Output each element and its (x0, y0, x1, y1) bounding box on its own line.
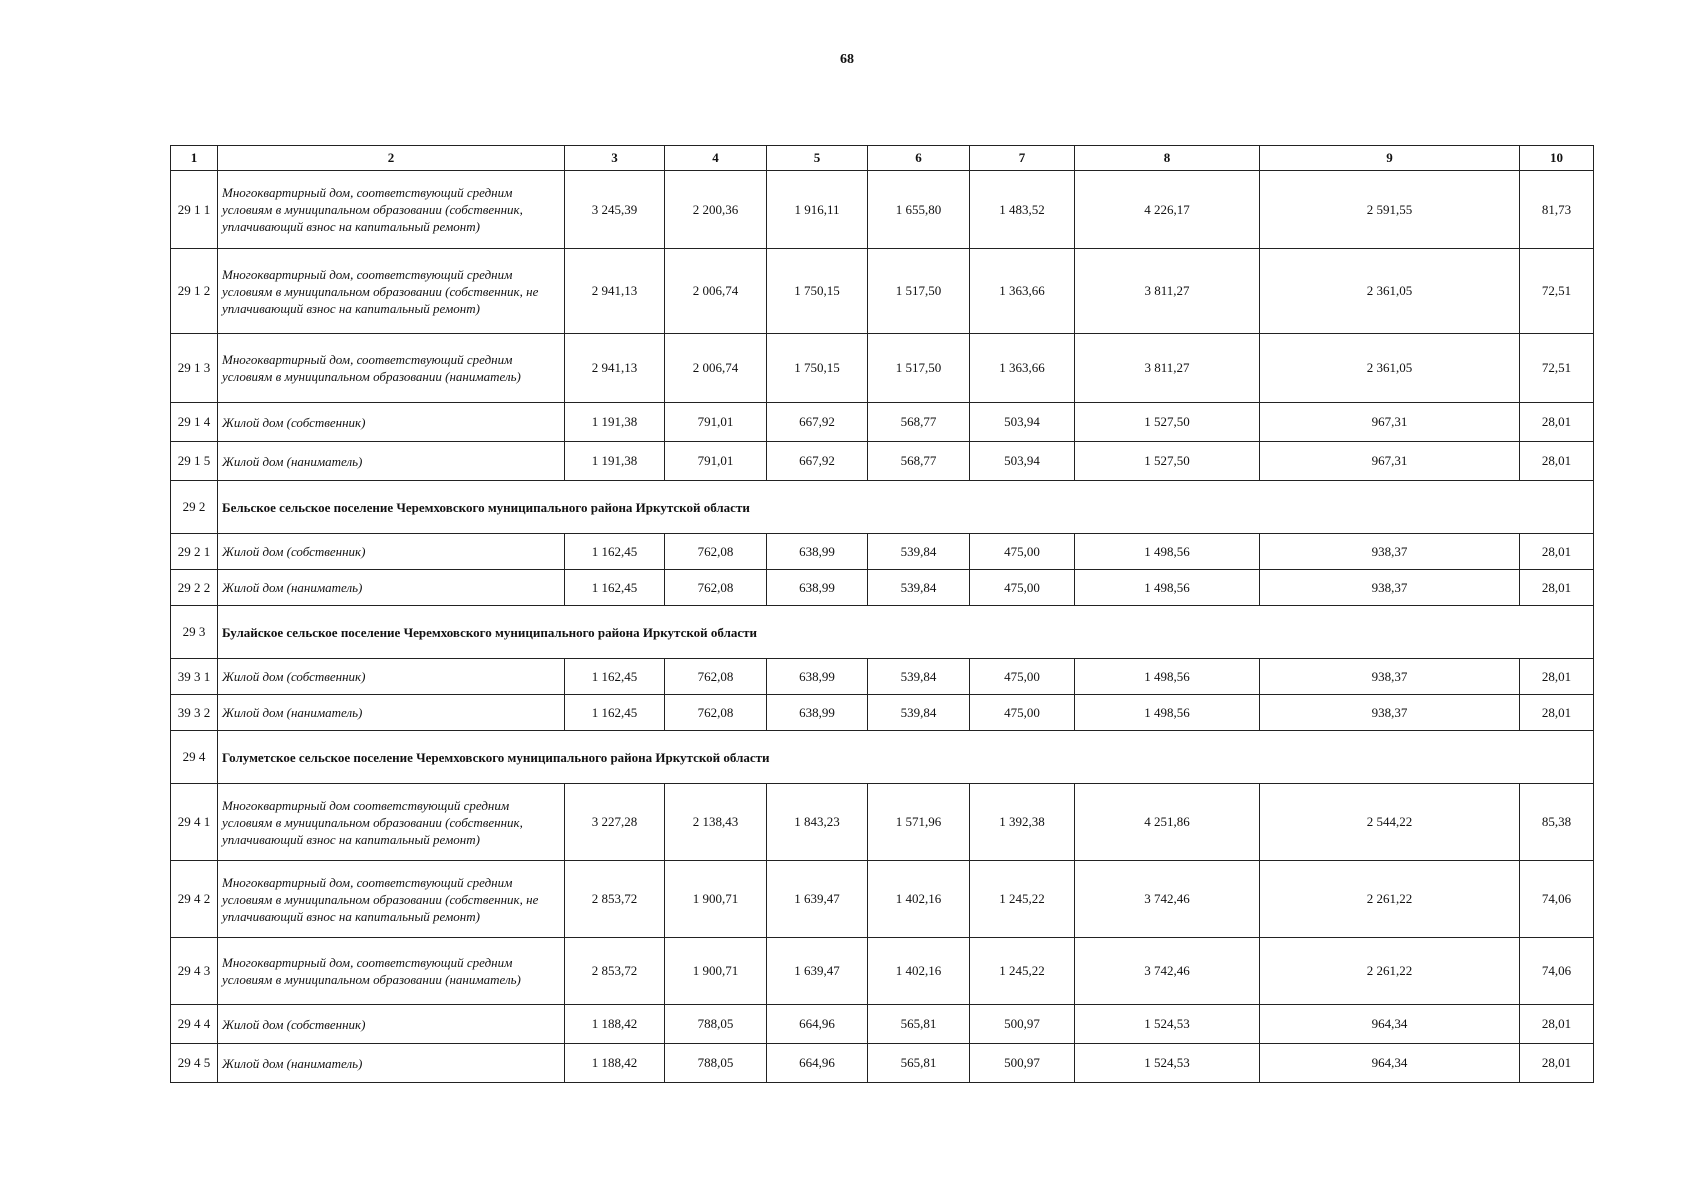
value-cell: 1 517,50 (868, 334, 970, 403)
row-description: Жилой дом (собственник) (218, 1005, 565, 1044)
value-cell: 762,08 (665, 659, 767, 695)
value-cell: 967,31 (1260, 403, 1520, 442)
section-title: Булайское сельское поселение Черемховского муниципального района Иркутской области (218, 606, 1594, 659)
value-cell: 475,00 (970, 695, 1075, 731)
value-cell: 938,37 (1260, 570, 1520, 606)
value-cell: 638,99 (767, 695, 868, 731)
value-cell: 1 517,50 (868, 249, 970, 334)
row-code: 29 4 5 (171, 1044, 218, 1083)
column-header: 10 (1520, 146, 1594, 171)
value-cell: 1 527,50 (1075, 403, 1260, 442)
tariff-table (170, 145, 1594, 1083)
value-cell: 28,01 (1520, 442, 1594, 481)
value-cell: 3 742,46 (1075, 938, 1260, 1005)
value-cell: 1 363,66 (970, 334, 1075, 403)
section-row (171, 731, 1594, 784)
value-cell: 1 750,15 (767, 249, 868, 334)
value-cell: 938,37 (1260, 695, 1520, 731)
value-cell: 1 402,16 (868, 938, 970, 1005)
value-cell: 1 402,16 (868, 861, 970, 938)
column-header: 1 (171, 146, 218, 171)
value-cell: 539,84 (868, 659, 970, 695)
value-cell: 2 361,05 (1260, 334, 1520, 403)
row-code: 29 4 1 (171, 784, 218, 861)
value-cell: 72,51 (1520, 249, 1594, 334)
value-cell: 664,96 (767, 1005, 868, 1044)
value-cell: 2 591,55 (1260, 171, 1520, 249)
column-header: 4 (665, 146, 767, 171)
value-cell: 1 188,42 (565, 1044, 665, 1083)
table-row (171, 861, 1594, 938)
value-cell: 2 006,74 (665, 249, 767, 334)
row-code: 29 2 2 (171, 570, 218, 606)
column-header: 9 (1260, 146, 1520, 171)
row-description: Жилой дом (собственник) (218, 403, 565, 442)
value-cell: 1 916,11 (767, 171, 868, 249)
value-cell: 938,37 (1260, 534, 1520, 570)
value-cell: 762,08 (665, 695, 767, 731)
row-description: Многоквартирный дом соответствующий средним условиям в муниципальном образовании (собственник, уплачивающий взнос на капитальный ремонт) (218, 784, 565, 861)
row-code: 29 4 (171, 731, 218, 784)
value-cell: 3 245,39 (565, 171, 665, 249)
value-cell: 74,06 (1520, 861, 1594, 938)
row-code: 29 4 3 (171, 938, 218, 1005)
value-cell: 967,31 (1260, 442, 1520, 481)
row-description: Жилой дом (наниматель) (218, 442, 565, 481)
value-cell: 1 498,56 (1075, 534, 1260, 570)
section-title: Бельское сельское поселение Черемховского муниципального района Иркутской области (218, 481, 1594, 534)
value-cell: 568,77 (868, 403, 970, 442)
value-cell: 28,01 (1520, 1044, 1594, 1083)
row-code: 29 4 4 (171, 1005, 218, 1044)
value-cell: 638,99 (767, 570, 868, 606)
value-cell: 1 498,56 (1075, 695, 1260, 731)
value-cell: 28,01 (1520, 570, 1594, 606)
value-cell: 2 361,05 (1260, 249, 1520, 334)
row-code: 39 3 2 (171, 695, 218, 731)
value-cell: 500,97 (970, 1044, 1075, 1083)
value-cell: 4 226,17 (1075, 171, 1260, 249)
value-cell: 539,84 (868, 534, 970, 570)
value-cell: 1 363,66 (970, 249, 1075, 334)
value-cell: 85,38 (1520, 784, 1594, 861)
row-code: 29 1 4 (171, 403, 218, 442)
value-cell: 475,00 (970, 534, 1075, 570)
row-code: 29 2 (171, 481, 218, 534)
value-cell: 1 498,56 (1075, 570, 1260, 606)
value-cell: 791,01 (665, 442, 767, 481)
value-cell: 788,05 (665, 1044, 767, 1083)
table-row (171, 938, 1594, 1005)
value-cell: 1 750,15 (767, 334, 868, 403)
row-code: 29 3 (171, 606, 218, 659)
value-cell: 791,01 (665, 403, 767, 442)
value-cell: 1 639,47 (767, 938, 868, 1005)
row-description: Многоквартирный дом, соответствующий средним условиям в муниципальном образовании (собственник, уплачивающий взнос на капитальный ремонт) (218, 171, 565, 249)
value-cell: 1 639,47 (767, 861, 868, 938)
column-header: 5 (767, 146, 868, 171)
value-cell: 1 655,80 (868, 171, 970, 249)
value-cell: 1 524,53 (1075, 1044, 1260, 1083)
value-cell: 1 162,45 (565, 570, 665, 606)
value-cell: 3 811,27 (1075, 334, 1260, 403)
value-cell: 1 900,71 (665, 938, 767, 1005)
value-cell: 1 843,23 (767, 784, 868, 861)
value-cell: 28,01 (1520, 403, 1594, 442)
table-header (171, 146, 1594, 171)
row-code: 29 1 5 (171, 442, 218, 481)
table-row (171, 695, 1594, 731)
value-cell: 503,94 (970, 442, 1075, 481)
table-row (171, 334, 1594, 403)
value-cell: 762,08 (665, 534, 767, 570)
value-cell: 81,73 (1520, 171, 1594, 249)
table-row (171, 570, 1594, 606)
section-row (171, 606, 1594, 659)
value-cell: 1 245,22 (970, 861, 1075, 938)
value-cell: 475,00 (970, 659, 1075, 695)
table-row (171, 659, 1594, 695)
value-cell: 2 261,22 (1260, 938, 1520, 1005)
table-row (171, 1044, 1594, 1083)
value-cell: 539,84 (868, 695, 970, 731)
value-cell: 1 524,53 (1075, 1005, 1260, 1044)
row-description: Жилой дом (собственник) (218, 659, 565, 695)
value-cell: 2 006,74 (665, 334, 767, 403)
value-cell: 2 853,72 (565, 938, 665, 1005)
column-header: 7 (970, 146, 1075, 171)
value-cell: 3 227,28 (565, 784, 665, 861)
column-header: 8 (1075, 146, 1260, 171)
section-row (171, 481, 1594, 534)
page-number: 68 (840, 52, 854, 67)
row-code: 29 2 1 (171, 534, 218, 570)
value-cell: 2 200,36 (665, 171, 767, 249)
header-row (171, 146, 1594, 171)
value-cell: 1 191,38 (565, 403, 665, 442)
value-cell: 1 162,45 (565, 534, 665, 570)
row-code: 29 1 2 (171, 249, 218, 334)
column-header: 2 (218, 146, 565, 171)
row-description: Многоквартирный дом, соответствующий средним условиям в муниципальном образовании (собственник, не уплачивающий взнос на капитальный ремонт) (218, 249, 565, 334)
value-cell: 2 261,22 (1260, 861, 1520, 938)
table-row (171, 534, 1594, 570)
column-header: 6 (868, 146, 970, 171)
section-title: Голуметское сельское поселение Черемховского муниципального района Иркутской области (218, 731, 1594, 784)
value-cell: 762,08 (665, 570, 767, 606)
value-cell: 565,81 (868, 1044, 970, 1083)
value-cell: 667,92 (767, 442, 868, 481)
value-cell: 964,34 (1260, 1044, 1520, 1083)
value-cell: 1 245,22 (970, 938, 1075, 1005)
value-cell: 667,92 (767, 403, 868, 442)
value-cell: 4 251,86 (1075, 784, 1260, 861)
value-cell: 638,99 (767, 659, 868, 695)
column-header: 3 (565, 146, 665, 171)
value-cell: 28,01 (1520, 659, 1594, 695)
value-cell: 28,01 (1520, 695, 1594, 731)
row-description: Жилой дом (наниматель) (218, 570, 565, 606)
table-row (171, 403, 1594, 442)
table-body (171, 171, 1594, 1083)
row-code: 29 4 2 (171, 861, 218, 938)
value-cell: 638,99 (767, 534, 868, 570)
value-cell: 1 571,96 (868, 784, 970, 861)
value-cell: 664,96 (767, 1044, 868, 1083)
value-cell: 475,00 (970, 570, 1075, 606)
row-description: Многоквартирный дом, соответствующий средним условиям в муниципальном образовании (наниматель) (218, 938, 565, 1005)
row-description: Многоквартирный дом, соответствующий средним условиям в муниципальном образовании (собственник, не уплачивающий взнос на капитальный ремонт) (218, 861, 565, 938)
value-cell: 2 544,22 (1260, 784, 1520, 861)
row-description: Жилой дом (собственник) (218, 534, 565, 570)
row-code: 29 1 1 (171, 171, 218, 249)
value-cell: 3 742,46 (1075, 861, 1260, 938)
value-cell: 1 483,52 (970, 171, 1075, 249)
row-description: Многоквартирный дом, соответствующий средним условиям в муниципальном образовании (наниматель) (218, 334, 565, 403)
table-row (171, 442, 1594, 481)
value-cell: 964,34 (1260, 1005, 1520, 1044)
value-cell: 568,77 (868, 442, 970, 481)
value-cell: 539,84 (868, 570, 970, 606)
value-cell: 28,01 (1520, 534, 1594, 570)
row-code: 39 3 1 (171, 659, 218, 695)
table-row (171, 249, 1594, 334)
value-cell: 1 162,45 (565, 695, 665, 731)
value-cell: 74,06 (1520, 938, 1594, 1005)
value-cell: 1 498,56 (1075, 659, 1260, 695)
value-cell: 1 392,38 (970, 784, 1075, 861)
value-cell: 500,97 (970, 1005, 1075, 1044)
value-cell: 788,05 (665, 1005, 767, 1044)
value-cell: 503,94 (970, 403, 1075, 442)
value-cell: 1 188,42 (565, 1005, 665, 1044)
table-row (171, 171, 1594, 249)
value-cell: 1 527,50 (1075, 442, 1260, 481)
value-cell: 1 162,45 (565, 659, 665, 695)
value-cell: 565,81 (868, 1005, 970, 1044)
value-cell: 3 811,27 (1075, 249, 1260, 334)
value-cell: 2 138,43 (665, 784, 767, 861)
table-row (171, 1005, 1594, 1044)
value-cell: 1 900,71 (665, 861, 767, 938)
row-description: Жилой дом (наниматель) (218, 1044, 565, 1083)
value-cell: 1 191,38 (565, 442, 665, 481)
value-cell: 2 941,13 (565, 249, 665, 334)
value-cell: 28,01 (1520, 1005, 1594, 1044)
value-cell: 72,51 (1520, 334, 1594, 403)
value-cell: 2 941,13 (565, 334, 665, 403)
value-cell: 2 853,72 (565, 861, 665, 938)
table-row (171, 784, 1594, 861)
row-description: Жилой дом (наниматель) (218, 695, 565, 731)
row-code: 29 1 3 (171, 334, 218, 403)
value-cell: 938,37 (1260, 659, 1520, 695)
